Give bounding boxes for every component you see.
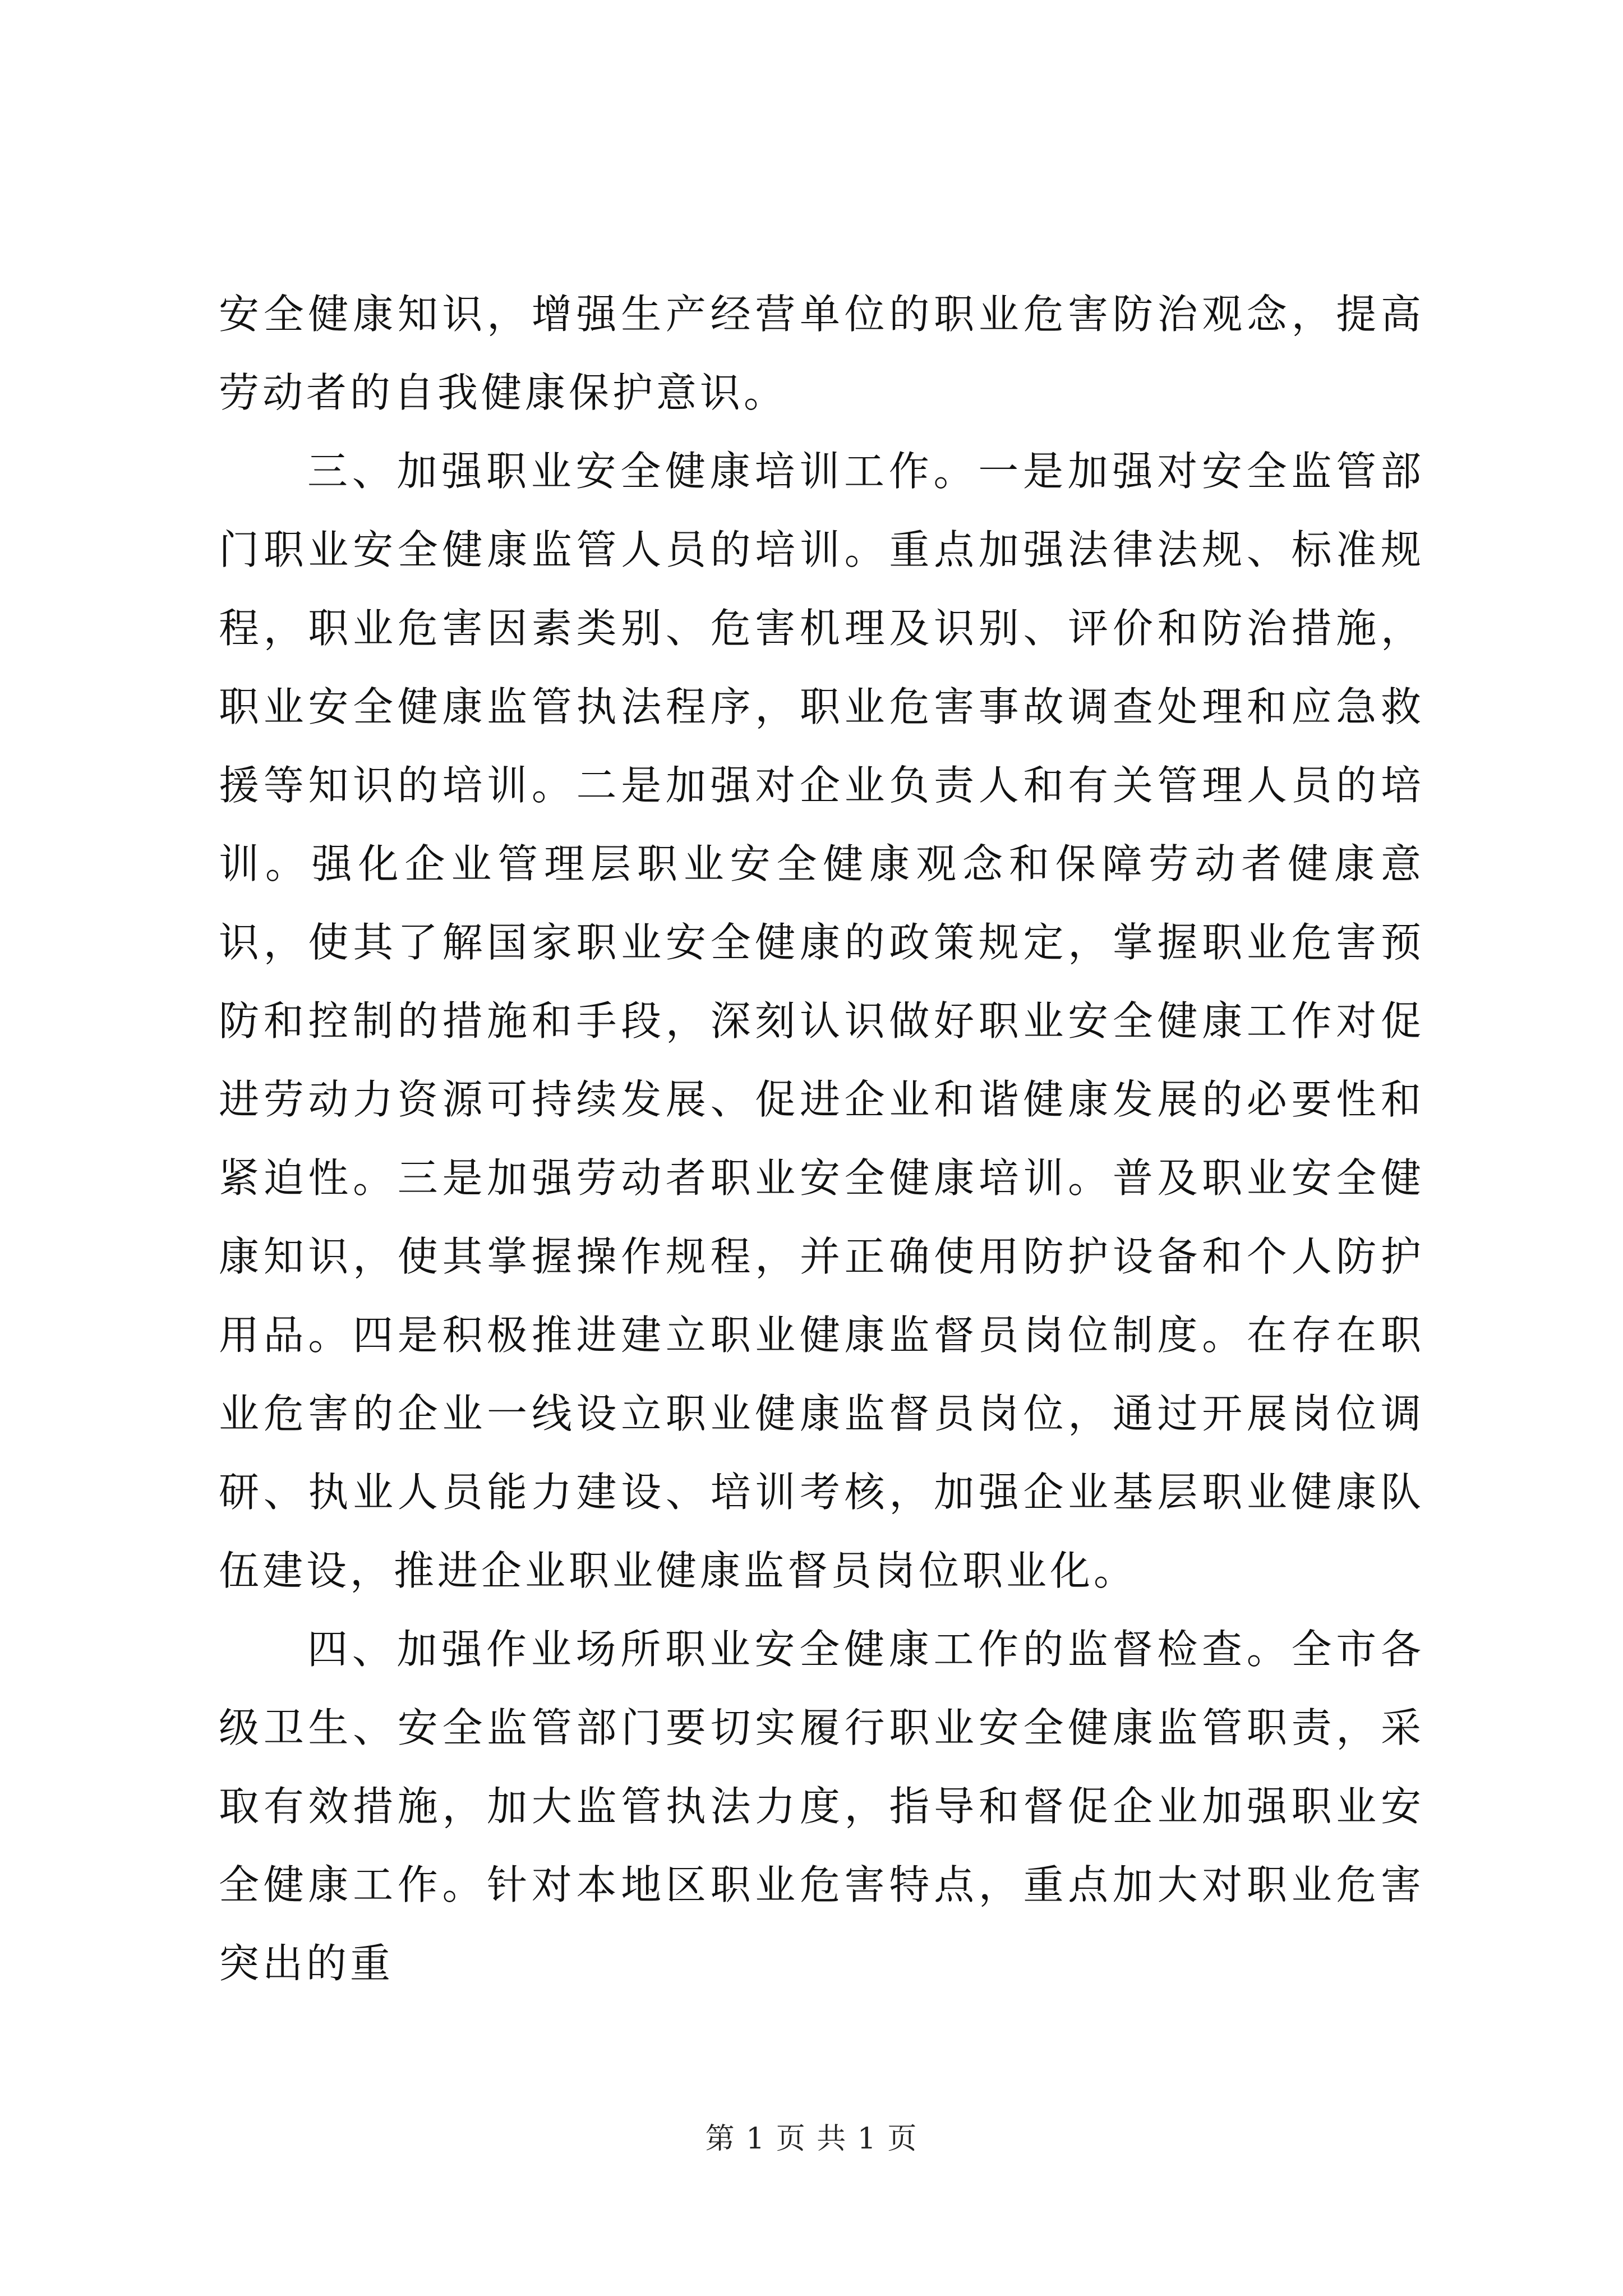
page-footer	[0, 2115, 1623, 2157]
page-number-label: 第 1 页 共 1 页	[705, 2122, 918, 2156]
document-body	[219, 275, 1424, 2003]
paragraph-section-4: 四、加强作业场所职业安全健康工作的监督检查。全市各级卫生、安全监管部门要切实履行职业安全健康监管职责，采取有效措施，加大监管执法力度，指导和督促企业加强职业安全健康工作。针对本地区职业危害特点，重点加大对职业危害突出的重	[219, 1626, 1424, 1987]
paragraph-continuation: 安全健康知识，增强生产经营单位的职业危害防治观念，提高劳动者的自我健康保护意识。	[219, 291, 1424, 416]
paragraph-section-3: 三、加强职业安全健康培训工作。一是加强对安全监管部门职业安全健康监管人员的培训。重点加强法律法规、标准规程，职业危害因素类别、危害机理及识别、评价和防治措施，职业安全健康监管执法程序，职业危害事故调查处理和应急救援等知识的培训。二是加强对企业负责人和有关管理人员的培训。强化企业管理层职业安全健康观念和保障劳动者健康意识，使其了解国家职业安全健康的政策规定，掌握职业危害预防和控制的措施和手段，深刻认识做好职业安全健康工作对促进劳动力资源可持续发展、促进企业和谐健康发展的必要性和紧迫性。三是加强劳动者职业安全健康培训。普及职业安全健康知识，使其掌握操作规程，并正确使用防护设备和个人防护用品。四是积极推进建立职业健康监督员岗位制度。在存在职业危害的企业一线设立职业健康监督员岗位，通过开展岗位调研、执业人员能力建设、培训考核，加强企业基层职业健康队伍建设，推进企业职业健康监督员岗位职业化。	[219, 448, 1424, 1594]
